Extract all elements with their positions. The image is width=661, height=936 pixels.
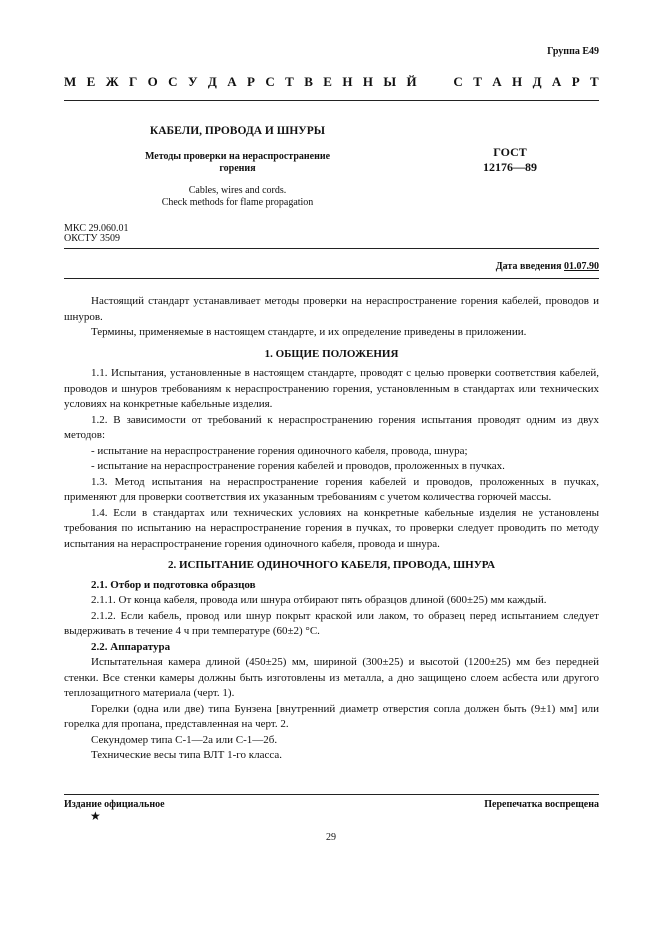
paragraph: Секундомер типа С-1—2а или С-1—2б. xyxy=(91,733,278,746)
english-title-line: Cables, wires and cords. xyxy=(188,185,287,196)
subsection-heading: 2.2. Аппаратура xyxy=(91,640,171,653)
paragraph: Термины, применяемые в настоящем стандарте, и их определение приведены в приложении. xyxy=(91,326,527,338)
classification-codes xyxy=(64,224,128,244)
banner-letter: Г xyxy=(128,74,138,89)
page-number: 29 xyxy=(326,832,336,843)
banner-letter: У xyxy=(187,74,198,89)
banner-letter: В xyxy=(304,74,313,89)
gost-label: ГОСТ xyxy=(493,145,527,159)
banner-letter: С xyxy=(453,74,463,89)
mks-code: МКС 29.060.01 xyxy=(64,223,129,234)
header-rule xyxy=(64,100,599,101)
banner-letter: Т xyxy=(473,74,482,89)
paragraph: 1.2. В зависимости от требований к нераспространению горения испытания проводят одним из двух методов: xyxy=(64,413,599,441)
banner-letter: Н xyxy=(512,74,523,89)
date-value: 01.07.90 xyxy=(564,261,599,272)
okstu-code: ОКСТУ 3509 xyxy=(64,233,121,244)
banner-letter: А xyxy=(551,74,562,89)
banner-letter: Й xyxy=(406,74,417,89)
standard-banner xyxy=(64,74,599,90)
paragraph: 1.3. Метод испытания на нераспространение горения кабелей и проводов, проложенных в пучках, применяют для проверки соответствия их указанным требованиям с учетом количества горючей массы. xyxy=(64,475,599,503)
paragraph: 1.4. Если в стандартах или технических условиях на конкретные кабельные изделия не установлены требования по испытанию на нераспространение горения в пучках, то проверки следует проводить по методу испытания на нераспространение горения одиночного кабеля, провода и шнура. xyxy=(64,506,599,550)
document-subtitle xyxy=(100,151,375,175)
reprint-prohibited: Перепечатка воспрещена xyxy=(484,799,599,810)
date-rule xyxy=(64,278,599,279)
subtitle-line: горения xyxy=(219,163,256,174)
banner-letter: Ж xyxy=(105,74,119,89)
section-heading: 2. ИСПЫТАНИЕ ОДИНОЧНОГО КАБЕЛЯ, ПРОВОДА, ШНУРА xyxy=(167,559,496,571)
section-heading: 1. ОБЩИЕ ПОЛОЖЕНИЯ xyxy=(264,347,399,360)
subtitle-line: Методы проверки на нераспространение xyxy=(144,151,331,162)
banner-letter: Т xyxy=(590,74,599,89)
list-item: - испытание на нераспространение горения кабелей и проводов, проложенных в пучках. xyxy=(91,460,505,472)
introduction-date xyxy=(496,261,599,272)
paragraph: 2.1.2. Если кабель, провод или шнур покрыт краской или лаком, то образец перед испытанием следует выдерживать в течение 4 ч при температуре (60±2) °С. xyxy=(64,609,599,637)
paragraph: 2.1.1. От конца кабеля, провода или шнура отбирают пять образцов длиной (600±25) мм каждый. xyxy=(91,594,547,606)
banner-letter: Е xyxy=(323,74,332,89)
banner-letter: М xyxy=(64,74,77,89)
banner-letter: Р xyxy=(247,74,255,89)
date-label: Дата введения xyxy=(495,261,564,272)
gost-number xyxy=(460,145,560,175)
banner-letter: Р xyxy=(571,74,580,89)
official-edition: Издание официальное xyxy=(64,799,165,810)
list-item: - испытание на нераспространение горения одиночного кабеля, провода, шнура; xyxy=(91,444,468,457)
group-label: Группа Е49 xyxy=(547,46,599,57)
banner-letter xyxy=(427,74,443,90)
document-title: КАБЕЛИ, ПРОВОДА И ШНУРЫ xyxy=(149,125,326,137)
codes-rule xyxy=(64,248,599,249)
footer-rule xyxy=(64,794,599,795)
english-title xyxy=(100,185,375,209)
paragraph: Испытательная камера длиной (450±25) мм, шириной (300±25) и высотой (1200±25) мм без передней стенки. Все стенки камеры должны быть изготовлены из металла, а дно защищено слоем асбеста или другого теплозащитного материала (черт. 1). xyxy=(64,656,599,699)
banner-letter: А xyxy=(227,74,237,89)
subsection-heading: 2.1. Отбор и подготовка образцов xyxy=(91,578,256,591)
banner-letter: А xyxy=(492,74,502,89)
banner-letter: Д xyxy=(532,74,542,89)
banner-letter: С xyxy=(265,74,275,89)
banner-letter: Н xyxy=(342,74,353,89)
star-icon: ★ xyxy=(90,809,101,823)
paragraph: Горелки (одна или две) типа Бунзена [внутренний диаметр отверстия сопла должен быть (9±1) мм] или горелка для пропана, представленная на черт. 2. xyxy=(64,702,599,730)
banner-letter: С xyxy=(168,74,178,89)
paragraph: Настоящий стандарт устанавливает методы проверки на нераспространение горения кабелей, проводов и шнуров. xyxy=(64,295,599,323)
paragraph: Технические весы типа ВЛТ 1-го класса. xyxy=(91,749,283,761)
banner-letter: Т xyxy=(285,74,294,89)
banner-letter: О xyxy=(147,74,158,89)
banner-letter: Н xyxy=(362,74,373,89)
banner-letter: Е xyxy=(86,74,96,89)
document-body xyxy=(64,294,599,764)
paragraph: 1.1. Испытания, установленные в настоящем стандарте, проводят с целью проверки соответствия кабелей, проводов и шнуров требованиям к нераспространению горения, установленным в стандартах или технических условиях на конкретные кабельные изделия. xyxy=(64,367,599,410)
banner-letter: Д xyxy=(207,74,217,89)
english-title-line: Check methods for flame propagation xyxy=(161,197,314,208)
gost-code: 12176—89 xyxy=(483,160,537,174)
banner-letter: Ы xyxy=(383,74,397,89)
